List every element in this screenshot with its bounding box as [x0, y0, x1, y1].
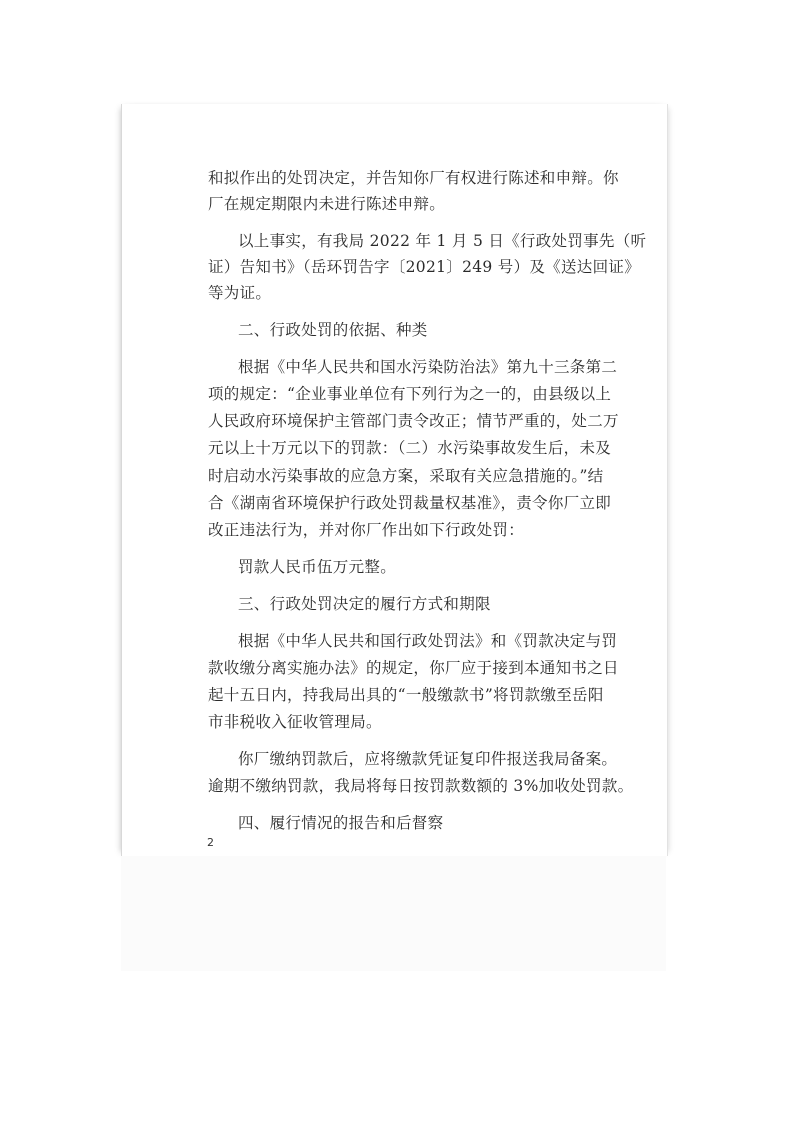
scan-background: [121, 856, 666, 971]
body-line-19: 市非税收入征收管理局。: [208, 713, 382, 731]
body-line-21: 逾期不缴纳罚款，我局将每日按罚款数额的 3%加收处罚款。: [208, 777, 634, 795]
body-line-4: 证）告知书》（岳环罚告字〔2021〕249 号）及《送达回证》: [208, 258, 641, 276]
penalty-amount-line: 罚款人民币伍万元整。: [238, 558, 397, 576]
body-line-20: 你厂缴纳罚款后，应将缴款凭证复印件报送我局备案。: [238, 750, 618, 768]
body-line-11: 时启动水污染事故的应急方案，采取有关应急措施的。”结: [208, 467, 604, 485]
body-line-16: 根据《中华人民共和国行政处罚法》和《罚款决定与罚: [238, 632, 618, 650]
body-line-7: 根据《中华人民共和国水污染防治法》第九十三条第二: [238, 358, 618, 376]
section-heading-3: 三、行政处罚决定的履行方式和期限: [238, 595, 491, 613]
body-line-17: 款收缴分离实施办法》的规定，你厂应于接到本通知书之日: [208, 659, 619, 677]
body-line-12: 合《湖南省环境保护行政处罚裁量权基准》，责令你厂立即: [208, 494, 612, 512]
section-heading-4: 四、履行情况的报告和后督察: [238, 814, 444, 832]
body-line-18: 起十五日内，持我局出具的“一般缴款书”将罚款缴至岳阳: [208, 686, 604, 704]
body-line-10: 元以上十万元以下的罚款：（二）水污染事故发生后，未及: [208, 439, 612, 457]
body-line-1: 和拟作出的处罚决定，并告知你厂有权进行陈述和申辩。你: [208, 169, 619, 187]
body-line-8: 项的规定：“企业事业单位有下列行为之一的，由县级以上: [208, 385, 612, 403]
section-heading-2: 二、行政处罚的依据、种类: [238, 321, 428, 339]
body-line-3: 以上事实，有我局 2022 年 1 月 5 日《行政处罚事先（听: [238, 232, 647, 250]
body-line-13: 改正违法行为，并对你厂作出如下行政处罚：: [208, 521, 525, 539]
body-line-5: 等为证。: [208, 284, 272, 302]
body-line-2: 厂在规定期限内未进行陈述申辩。: [208, 195, 446, 213]
page-number: 2: [207, 836, 214, 849]
body-line-9: 人民政府环境保护主管部门责令改正；情节严重的，处二万: [208, 412, 619, 430]
